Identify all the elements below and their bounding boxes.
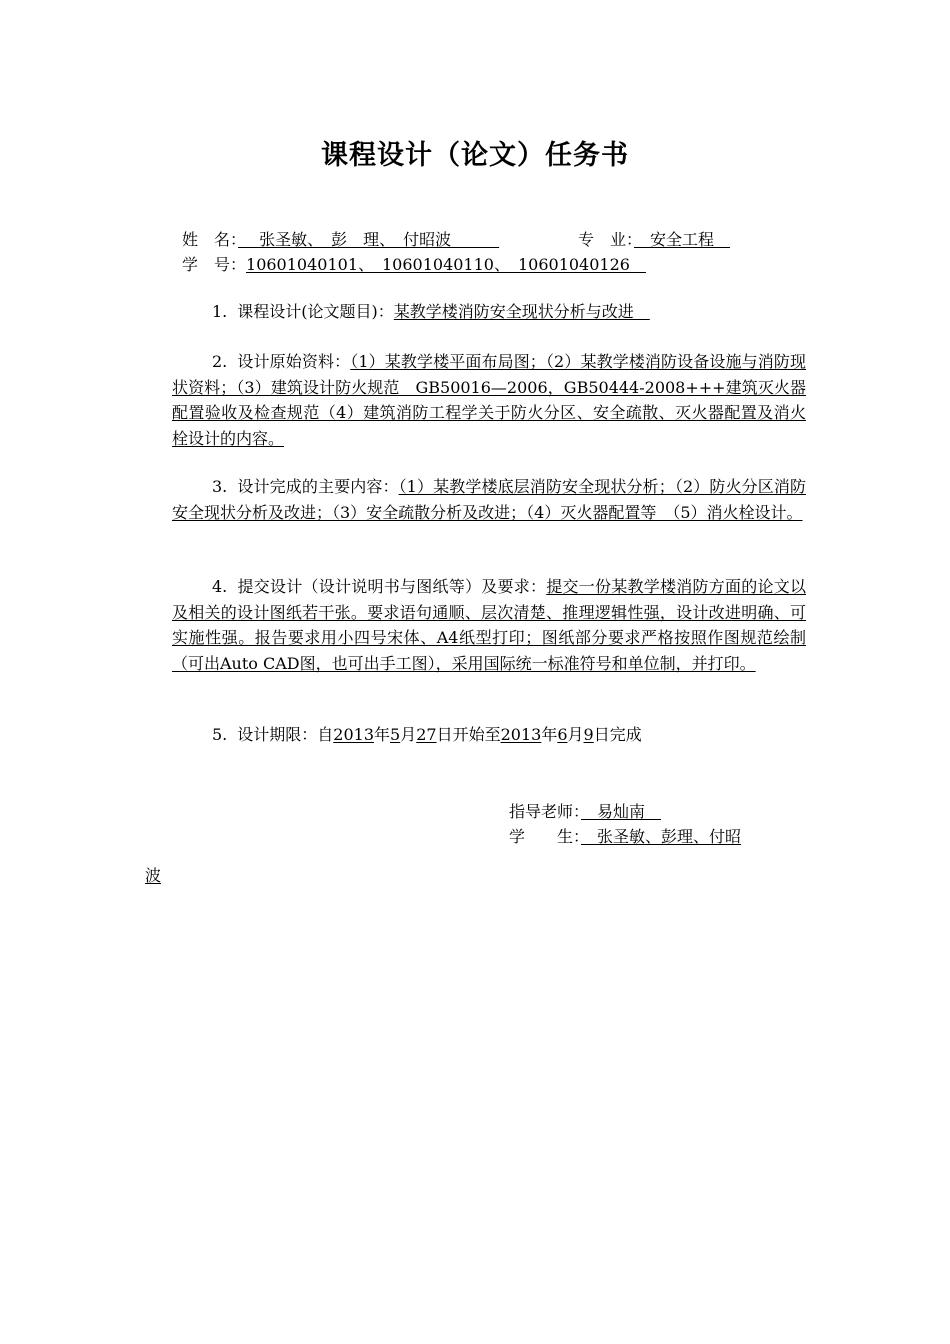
start-day: 27 [416,725,437,744]
end-suffix: 日完成 [593,725,642,744]
item-number: 4. [212,577,228,596]
item-number: 5. [212,725,228,744]
advisor-value: 易灿南 [581,802,662,821]
start-month: 5 [390,725,401,744]
item-label: 提交设计（设计说明书与图纸等）及要求： [237,577,547,596]
student-value: 张圣敏、彭理、付昭 [581,827,742,846]
student-id-value: 10601040101、 10601040110、 10601040126 [246,255,646,274]
advisor-row [509,799,661,825]
major-label: 专 业： [578,230,635,249]
task-item-5 [172,722,806,748]
document-title: 课程设计（论文）任务书 [321,140,629,171]
year-char: 年 [374,725,391,744]
major-value: 安全工程 [634,230,731,249]
start-suffix: 日开始至 [436,725,501,744]
student-id-label: 学 号： [182,255,247,274]
item-content: 提交一份某教学楼消防方面的论文以及相关的设计图纸若干张。要求语句通顺、层次清楚、推理逻辑性强，设计改进明确、可实施性强。报告要求用小四号宋体、A4纸型打印；图纸部分要求严格按照作图规范绘制（可出Auto CAD图，也可出手工图），采用国际统一标准符号和单位制，并打印。 [172,577,806,673]
item-label: 设计原始资料： [237,352,351,371]
item-content: （1）某教学楼平面布局图；（2）某教学楼消防设备设施与消防现状资料；（3）建筑设计防火规范 GB50016—2006，GB50444-2008+++建筑灭火器配置验收及检查规范（4）建筑消防工程学关于防火分区、安全疏散、灭火器配置及消火栓设计的内容。 [172,352,806,448]
month-char: 月 [400,725,417,744]
student-overflow-row [145,863,161,889]
student-id-row [182,252,646,278]
item-number: 3. [212,477,228,496]
end-year: 2013 [500,725,542,744]
task-item-1 [172,299,806,325]
item-number: 1. [212,302,228,321]
name-row [182,227,499,253]
name-label: 姓 名： [182,230,239,249]
major-row [578,227,730,253]
period-label: 设计期限：自 [237,725,334,744]
item-label: 设计完成的主要内容： [237,477,399,496]
task-item-3 [172,474,806,525]
advisor-label: 指导老师： [509,802,582,821]
task-item-4 [172,574,806,676]
end-day: 9 [583,725,594,744]
item-number: 2. [212,352,228,371]
student-row [509,824,741,850]
year-char: 年 [541,725,558,744]
item-label: 课程设计(论文题目)： [237,302,394,321]
name-value: 张圣敏、 彭 理、 付昭波 [238,230,500,249]
task-item-2 [172,349,806,451]
student-value-overflow: 波 [145,866,162,885]
item-content: （1）某教学楼底层消防安全现状分析；（2）防火分区消防安全现状分析及改进；（3）安全疏散分析及改进；（4）灭火器配置等 （5）消火栓设计。 [172,477,806,522]
start-year: 2013 [333,725,374,744]
item-content: 某教学楼消防安全现状分析与改进 [393,302,650,321]
month-char: 月 [567,725,584,744]
student-label: 学 生： [509,827,582,846]
end-month: 6 [557,725,568,744]
